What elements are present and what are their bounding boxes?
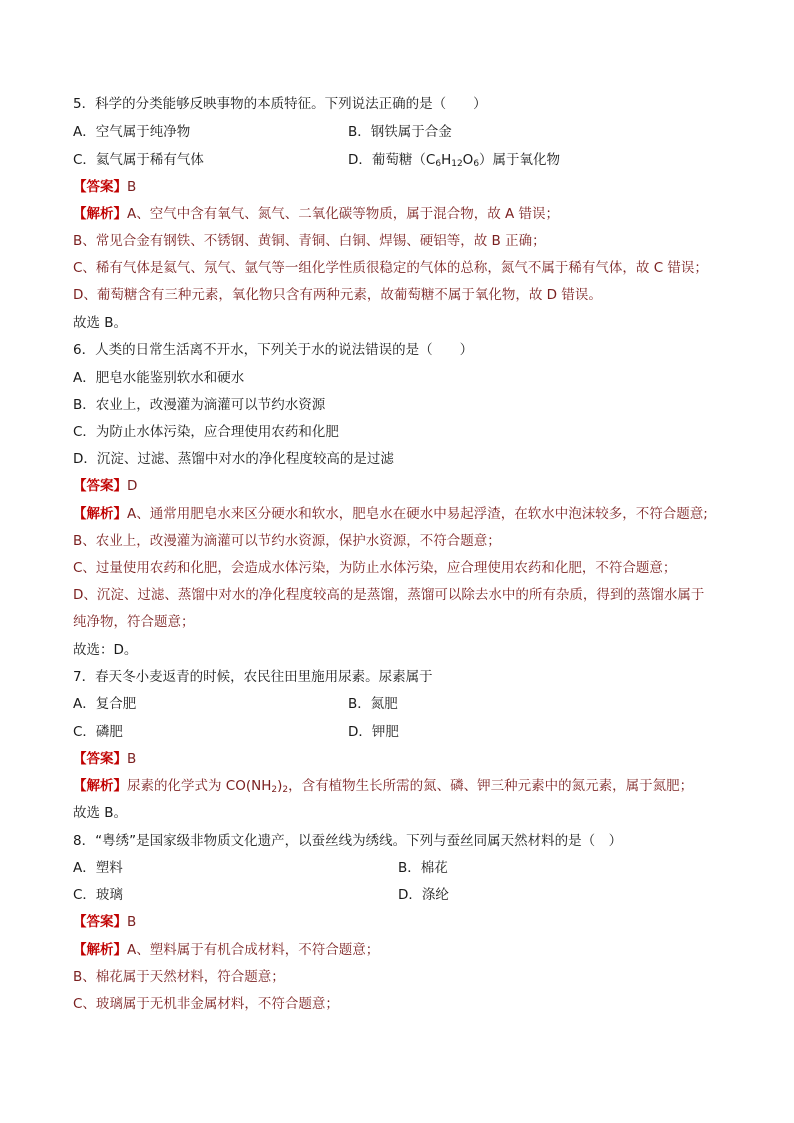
- question-8-analysis-2: B、棉花属于天然材料，符合题意；: [73, 969, 285, 985]
- question-7-analysis: 【解析】尿素的化学式为 $CO(NH_2)_2$，含有植物生长所需的氮、磷、钾三种元素中的氮元素，属于氮肥；: [73, 778, 694, 795]
- answer-tag: 【答案】: [73, 179, 127, 195]
- answer-tag: 【答案】: [73, 751, 127, 767]
- question-8-option-b: B．棉花: [398, 860, 448, 876]
- question-6-analysis-2: B、农业上，改漫灌为滴灌可以节约水资源，保护水资源，不符合题意；: [73, 533, 501, 549]
- question-8-stem: 8．“粤绣”是国家级非物质文化遗产，以蚕丝线为绣线。下列与蚕丝同属天然材料的是（ ）: [73, 833, 623, 849]
- question-6-stem: 6．人类的日常生活离不开水，下列关于水的说法错误的是（ ）: [73, 342, 474, 358]
- question-7-conclusion: 故选 B。: [73, 805, 128, 821]
- question-6-option-a: A．肥皂水能鉴别软水和硬水: [73, 370, 245, 386]
- analysis-tag: 【解析】: [73, 778, 127, 794]
- question-8-option-c: C．玻璃: [73, 887, 123, 903]
- question-6-analysis-4: D、沉淀、过滤、蒸馏中对水的净化程度较高的是蒸馏，蒸馏可以除去水中的所有杂质，得到的蒸馏水属于: [73, 587, 705, 603]
- answer-tag: 【答案】: [73, 478, 127, 494]
- question-7-option-c: C．磷肥: [73, 724, 123, 740]
- question-7-stem: 7．春天冬小麦返青的时候，农民往田里施用尿素。尿素属于: [73, 669, 433, 685]
- answer-tag: 【答案】: [73, 914, 127, 930]
- question-6-option-b: B．农业上，改漫灌为滴灌可以节约水资源: [73, 397, 326, 413]
- analysis-tag: 【解析】: [73, 206, 127, 222]
- question-6-option-d: D．沉淀、过滤、蒸馏中对水的净化程度较高的是过滤: [73, 451, 394, 467]
- question-8-analysis-1: 【解析】A、塑料属于有机合成材料，不符合题意；: [73, 942, 380, 958]
- question-6-option-c: C．为防止水体污染，应合理使用农药和化肥: [73, 424, 339, 440]
- analysis-tag: 【解析】: [73, 942, 127, 958]
- question-5-analysis-2: B、常见合金有钢铁、不锈钢、黄铜、青铜、白铜、焊锡、硬铝等，故 B 正确；: [73, 233, 546, 249]
- question-5-analysis-4: D、葡萄糖含有三种元素，氧化物只含有两种元素，故葡萄糖不属于氧化物，故 D 错误。: [73, 287, 602, 303]
- question-7-option-a: A．复合肥: [73, 696, 137, 712]
- question-7-option-b: B．氮肥: [348, 696, 398, 712]
- question-6-conclusion: 故选：D。: [73, 642, 138, 658]
- question-5-option-c: C．氦气属于稀有气体: [73, 152, 204, 168]
- question-5-stem: 5．科学的分类能够反映事物的本质特征。下列说法正确的是（ ）: [73, 96, 487, 112]
- question-8-option-d: D．涤纶: [398, 887, 449, 903]
- question-8-analysis-3: C、玻璃属于无机非金属材料，不符合题意；: [73, 996, 339, 1012]
- question-5-option-a: A．空气属于纯净物: [73, 124, 191, 140]
- question-8-answer: 【答案】B: [73, 914, 137, 930]
- question-6-analysis-3: C、过量使用农药和化肥，会造成水体污染，为防止水体污染，应合理使用农药和化肥，不符合题意；: [73, 560, 677, 576]
- question-5-analysis-3: C、稀有气体是氦气、氖气、氩气等一组化学性质很稳定的气体的总称，氮气不属于稀有气体，故 C 错误；: [73, 260, 708, 276]
- question-5-conclusion: 故选 B。: [73, 315, 128, 331]
- question-5-option-d: D．葡萄糖$(C_6H_{12}O_6)$属于氧化物: [348, 152, 561, 169]
- question-8-option-a: A．塑料: [73, 860, 123, 876]
- question-5-option-b: B．钢铁属于合金: [348, 124, 452, 140]
- question-6-analysis-5: 纯净物，符合题意；: [73, 614, 195, 630]
- question-6-analysis-1: 【解析】A、通常用肥皂水来区分硬水和软水，肥皂水在硬水中易起浮渣，在软水中泡沫较多，不符合题意;: [73, 506, 708, 522]
- question-5-analysis-1: 【解析】A、空气中含有氧气、氮气、二氧化碳等物质，属于混合物，故 A 错误；: [73, 206, 560, 222]
- question-6-answer: 【答案】D: [73, 478, 138, 494]
- question-5-answer: 【答案】B: [73, 179, 137, 195]
- question-7-option-d: D．钾肥: [348, 724, 399, 740]
- analysis-tag: 【解析】: [73, 506, 127, 522]
- question-7-answer: 【答案】B: [73, 751, 137, 767]
